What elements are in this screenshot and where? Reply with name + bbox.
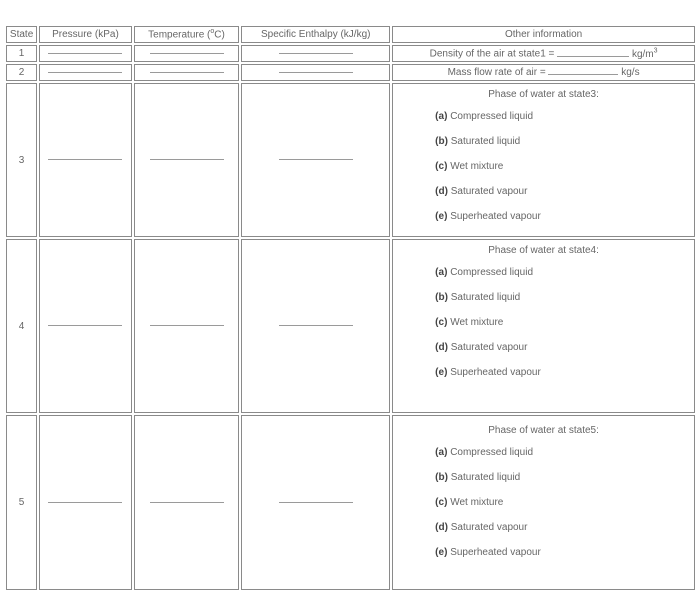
phase-options bbox=[435, 447, 694, 572]
table-row bbox=[6, 83, 695, 237]
other-info-cell bbox=[392, 45, 695, 62]
phase-option[interactable]: (d) Saturated vapour bbox=[435, 186, 528, 197]
enthalpy-blank[interactable] bbox=[241, 83, 390, 237]
temperature-blank[interactable] bbox=[134, 415, 240, 590]
enthalpy-blank[interactable] bbox=[241, 239, 390, 413]
mass-flow-unit: kg/s bbox=[621, 67, 640, 78]
density-unit: $kg/m^3$ bbox=[631, 47, 658, 60]
header-enthalpy: Specific Enthalpy (kJ/kg) bbox=[241, 26, 390, 43]
temperature-blank[interactable] bbox=[134, 83, 240, 237]
table-row bbox=[6, 239, 695, 413]
density-blank[interactable] bbox=[557, 56, 629, 57]
phase-title: Phase of water at state5: bbox=[488, 425, 599, 436]
phase-option[interactable]: (e) Superheated vapour bbox=[435, 547, 541, 558]
thermo-state-table bbox=[4, 24, 697, 592]
phase-option[interactable]: (d) Saturated vapour bbox=[435, 522, 528, 533]
other-info-cell bbox=[392, 64, 695, 81]
phase-option[interactable]: (a) Compressed liquid bbox=[435, 447, 534, 458]
phase-title: Phase of water at state4: bbox=[488, 245, 599, 256]
phase-option[interactable]: (e) Superheated vapour bbox=[435, 211, 541, 222]
phase-option[interactable]: (b) Saturated liquid bbox=[435, 292, 521, 303]
enthalpy-blank[interactable] bbox=[241, 415, 390, 590]
header-row bbox=[6, 26, 695, 43]
table-row bbox=[6, 45, 695, 62]
table-row bbox=[6, 64, 695, 81]
pressure-blank[interactable] bbox=[39, 83, 132, 237]
phase-option[interactable]: (c) Wet mixture bbox=[435, 317, 504, 328]
pressure-blank[interactable] bbox=[39, 415, 132, 590]
enthalpy-blank[interactable] bbox=[241, 45, 390, 62]
phase-option[interactable]: (b) Saturated liquid bbox=[435, 136, 521, 147]
phase-option[interactable]: (a) Compressed liquid bbox=[435, 267, 534, 278]
phase-title: Phase of water at state3: bbox=[488, 89, 599, 100]
state-number: 2 bbox=[6, 64, 37, 81]
header-state: State bbox=[6, 26, 37, 43]
temperature-blank[interactable] bbox=[134, 64, 240, 81]
phase-option[interactable]: (e) Superheated vapour bbox=[435, 367, 541, 378]
phase-cell bbox=[392, 239, 695, 413]
phase-option[interactable]: (b) Saturated liquid bbox=[435, 472, 521, 483]
header-temperature: Temperature ($^o$C) bbox=[134, 26, 240, 43]
phase-options bbox=[435, 111, 694, 236]
state-number: 4 bbox=[6, 239, 37, 413]
table-row bbox=[6, 415, 695, 590]
state-number: 3 bbox=[6, 83, 37, 237]
header-pressure: Pressure (kPa) bbox=[39, 26, 132, 43]
mass-flow-label: Mass flow rate of air = bbox=[447, 67, 546, 78]
mass-flow-blank[interactable] bbox=[548, 74, 618, 75]
density-label: Density of the air at state1 = bbox=[429, 48, 555, 60]
state-number: 5 bbox=[6, 415, 37, 590]
phase-option[interactable]: (d) Saturated vapour bbox=[435, 342, 528, 353]
phase-cell bbox=[392, 83, 695, 237]
phase-option[interactable]: (c) Wet mixture bbox=[435, 497, 504, 508]
temperature-blank[interactable] bbox=[134, 239, 240, 413]
state-number: 1 bbox=[6, 45, 37, 62]
enthalpy-blank[interactable] bbox=[241, 64, 390, 81]
pressure-blank[interactable] bbox=[39, 239, 132, 413]
pressure-blank[interactable] bbox=[39, 45, 132, 62]
temperature-blank[interactable] bbox=[134, 45, 240, 62]
pressure-blank[interactable] bbox=[39, 64, 132, 81]
phase-option[interactable]: (a) Compressed liquid bbox=[435, 111, 534, 122]
phase-cell bbox=[392, 415, 695, 590]
phase-options bbox=[435, 267, 694, 392]
header-other-info: Other information bbox=[392, 26, 695, 43]
phase-option[interactable]: (c) Wet mixture bbox=[435, 161, 504, 172]
